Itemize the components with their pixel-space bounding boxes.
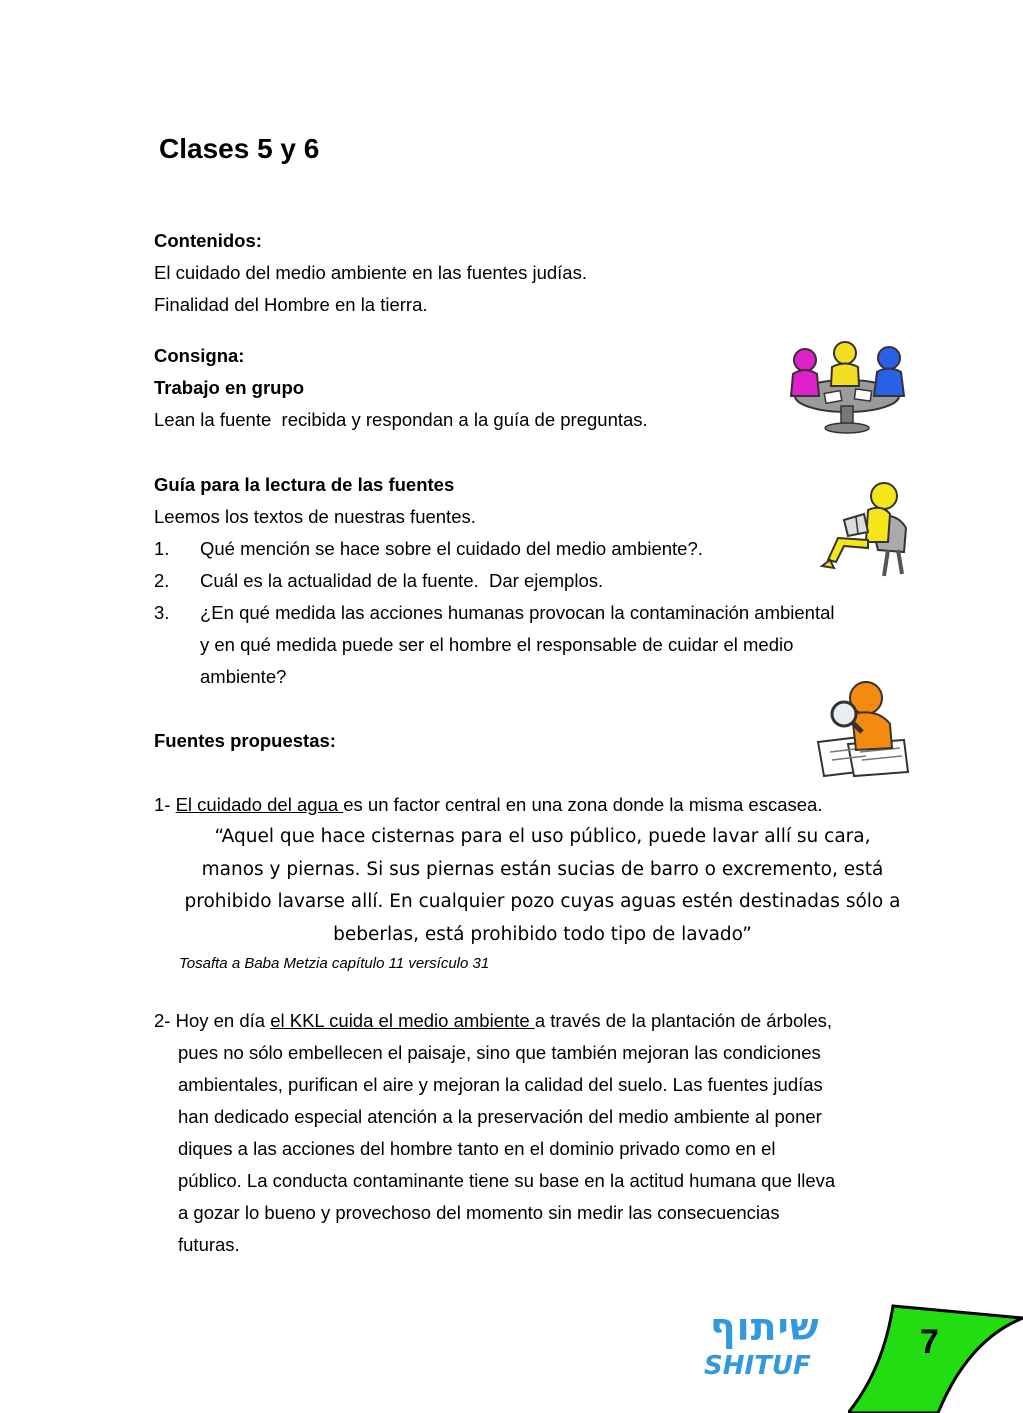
fuente-2-prefix: 2- Hoy en día	[154, 1010, 271, 1031]
fuente-1-prefix: 1-	[154, 794, 176, 815]
fuente-2-line: público. La conducta contaminante tiene su base en la actitud humana que lleva	[178, 1170, 836, 1191]
magnifier-person-illustration	[808, 678, 913, 778]
logo-hebrew-text: שיתוף	[710, 1305, 820, 1349]
fuente-1-link: El cuidado del agua	[175, 794, 344, 815]
fuente-2-line: han dedicado especial atención a la preservación del medio ambiente al poner	[178, 1106, 822, 1127]
list-item-continuation: ambiente?	[200, 666, 287, 687]
page-title: Clases 5 y 6	[159, 133, 320, 164]
fuente-1-citation: Tosafta a Baba Metzia capítulo 11 versículo 31	[179, 955, 490, 972]
fuente-2-line: pues no sólo embellecen el paisaje, sino que también mejoran las condiciones	[178, 1042, 821, 1063]
fuente-2-line: futuras.	[178, 1234, 240, 1255]
consigna-heading: Consigna:	[154, 345, 245, 366]
fuente-2-line: diques a las acciones del hombre tanto en el dominio privado como en el	[178, 1138, 776, 1159]
logo-latin-text: SHITUF	[704, 1351, 811, 1381]
quote-line: prohibido lavarse allí. En cualquier pozo cuyas aguas estén destinadas sólo a	[184, 891, 901, 912]
fuente-2-line: a gozar lo bueno y provechoso del momento sin medir las consecuencias	[178, 1202, 780, 1223]
shituf-logo	[700, 1305, 825, 1393]
list-item: Qué mención se hace sobre el cuidado del medio ambiente?.	[200, 538, 703, 559]
fuente-2-rest: a través de la plantación de árboles,	[534, 1010, 833, 1031]
quote-line: manos y piernas. Si sus piernas están sucias de barro o excremento, está	[201, 858, 884, 880]
quote-line: “Aquel que hace cisternas para el uso público, puede lavar allí su cara,	[214, 826, 871, 847]
contenidos-line: Finalidad del Hombre en la tierra.	[154, 294, 428, 315]
fuente-1-intro	[154, 789, 822, 821]
consigna-text: Lean la fuente recibida y respondan a la guía de preguntas.	[154, 409, 648, 430]
quote-line: beberlas, está prohibido todo tipo de lavado”	[333, 923, 752, 945]
page-number: 7	[920, 1323, 939, 1361]
fuente-1-rest: es un factor central en una zona donde la misma escasea.	[343, 794, 823, 815]
list-item: ¿En qué medida las acciones humanas provocan la contaminación ambiental	[200, 602, 835, 623]
list-number: 3.	[154, 602, 170, 623]
list-item: Cuál es la actualidad de la fuente. Dar ejemplos.	[200, 570, 604, 591]
contenidos-line: El cuidado del medio ambiente en las fuentes judías.	[154, 262, 587, 283]
fuente-2-intro	[154, 1005, 832, 1037]
list-number: 1.	[154, 538, 170, 559]
guia-intro: Leemos los textos de nuestras fuentes.	[154, 506, 476, 527]
fuente-2-link: el KKL cuida el medio ambiente	[270, 1010, 535, 1031]
reading-person-illustration	[818, 480, 913, 580]
consigna-subheading: Trabajo en grupo	[154, 377, 305, 398]
fuentes-heading: Fuentes propuestas:	[154, 730, 336, 751]
fuente-2-line: ambientales, purifican el aire y mejoran la calidad del suelo. Las fuentes judías	[178, 1074, 823, 1095]
contenidos-heading: Contenidos:	[154, 230, 262, 251]
list-item-continuation: y en qué medida puede ser el hombre el responsable de cuidar el medio	[200, 634, 794, 655]
group-work-illustration	[785, 340, 910, 435]
list-number: 2.	[154, 570, 170, 591]
fuente-1-quote	[170, 821, 915, 951]
guia-heading: Guía para la lectura de las fuentes	[154, 474, 455, 495]
